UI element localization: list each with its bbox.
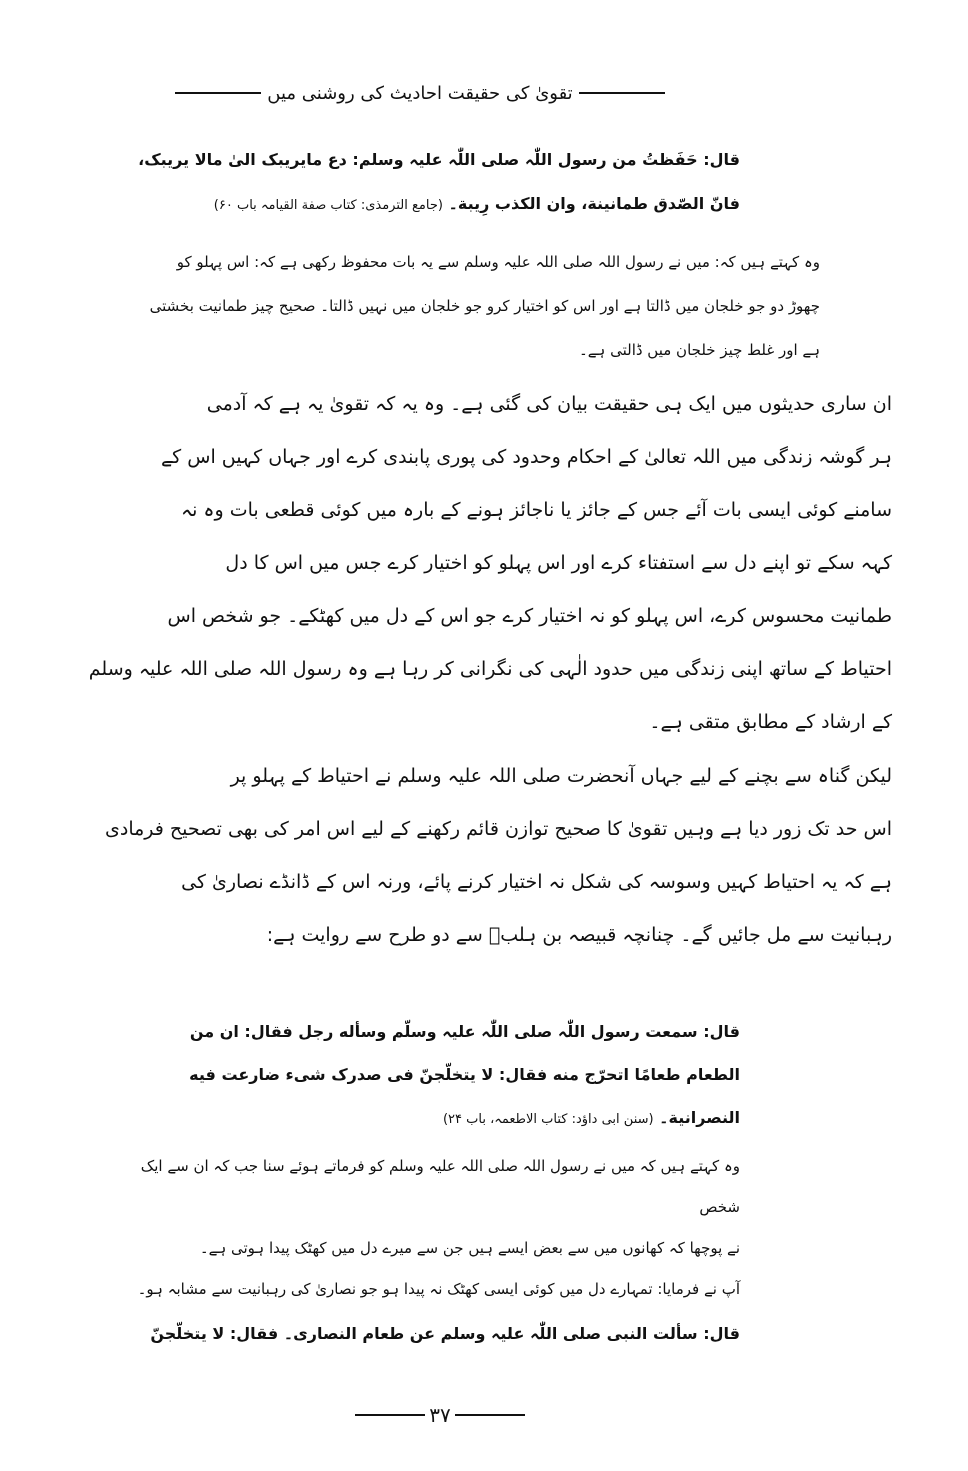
translation-line: نے پوچھا کہ کھانوں میں سے بعض ایسے ہیں جن سے میرے دل میں کھٹک پیدا ہوتی ہے۔ [199,1239,740,1257]
page-footer [355,1400,525,1430]
paragraph-line: رہبانیت سے مل جائیں گے۔ چنانچہ قبیصہ بن ہلبؓ سے دو طرح سے روایت ہے: [266,924,892,946]
hadith-line: قال: سمعت رسول اللّٰہ صلی اللّٰہ علیہ وسلّم وسأله رجل فقال: ان من [189,1022,740,1041]
translation-line: چھوڑ دو جو خلجان میں ڈالتا ہے اور اس کو اختیار کرو جو خلجان میں نہیں ڈالتا۔ صحیح چیز طمانیت بخشتی [149,297,820,315]
hadith-line [100,1096,740,1141]
body-paragraph-2 [66,750,892,962]
paragraph-line: ہے کہ یہ احتیاط کہیں وسوسہ کی شکل نہ اختیار کرنے پائے، ورنہ اس کے ڈانڈے نصاریٰ کی [181,871,892,893]
paragraph-line: کے ارشاد کے مطابق متقی ہے۔ [649,711,892,733]
paragraph-line: اس حد تک زور دیا ہے وہیں تقویٰ کا صحیح توازن قائم رکھنے کے لیے اس امر کی بھی تصحیح فرمادی [105,818,892,840]
paragraph-line: لیکن گناہ سے بچنے کے لیے جہاں آنحضرت صلی اللہ علیہ وسلم نے احتیاط کے پہلو پر [230,765,892,787]
translation-1 [100,240,820,372]
header-title: تقویٰ کی حقیقت احادیث کی روشنی میں [267,82,573,104]
paragraph-line: احتیاط کے ساتھ اپنی زندگی میں حدود الٰہی کی نگرانی کر رہا ہے وہ رسول اللہ صلی اللہ علیہ وسلم [88,658,892,680]
translation-line: وہ کہتے ہیں کہ میں نے رسول اللہ صلی اللہ علیہ وسلم کو فرماتے ہوئے سنا جب کہ ان سے ایک شخص [140,1157,740,1216]
hadith-reference: (سنن ابی داؤد: کتاب الاطعمہ، باب ۲۴) [442,1112,654,1127]
running-header [175,78,665,108]
translation-line: آپ نے فرمایا: تمہارے دل میں کوئی ایسی کھٹک نہ پیدا ہو جو نصاریٰ کی رہبانیت سے مشابہ ہو۔ [137,1280,740,1298]
header-rule-left [175,92,261,94]
translation-2 [100,1146,740,1310]
hadith-text: فانّ الصّدق طمانینة، وان الکذب رِیبة۔ [448,194,740,213]
paragraph-line: ان ساری حدیثوں میں ایک ہی حقیقت بیان کی گئی ہے۔ وہ یہ کہ تقویٰ یہ ہے کہ آدمی [206,393,892,415]
hadith-line: قال: حَفَظتُ من رسول اللّٰہ صلی اللّٰہ علیہ وسلم: دع مایریبک الیٰ مالا یریبک، [138,150,740,169]
paragraph-line: کہہ سکے تو اپنے دل سے استفتاء کرے اور اس پہلو کو اختیار کرے جس میں اس کا دل [225,552,892,574]
hadith-line [110,182,740,228]
body-paragraph-1 [66,378,892,749]
footer-rule-right [455,1414,525,1416]
page-number: ۳۷ [429,1403,451,1427]
hadith-reference: (جامع الترمذی: کتاب صفة القیامہ باب ۶۰) [213,198,443,213]
hadith-quote-1 [110,138,740,228]
translation-line: وہ کہتے ہیں کہ: میں نے رسول اللہ صلی اللہ علیہ وسلم سے یہ بات محفوظ رکھی ہے کہ: اس پہلو کو [176,253,820,271]
hadith-line: الطعام طعامًا اتحرّج منه فقال: لا یتخلّجنّ فی صدرک شیء ضارعت فیه [189,1065,740,1084]
footer-rule-left [355,1414,425,1416]
hadith-quote-2 [100,1010,740,1141]
paragraph-line: طمانیت محسوس کرے، اس پہلو کو نہ اختیار کرے جو اس کے دل میں کھٹکے۔ جو شخص اس [167,605,892,627]
paragraph-line: ہر گوشہ زندگی میں اللہ تعالیٰ کے احکام وحدود کی پوری پابندی کرے اور جہاں کہیں اس کے [161,446,892,468]
hadith-quote-3 [100,1314,740,1354]
hadith-line: قال: سألت النبی صلی اللّٰہ علیہ وسلم عن طعام النصاری۔ فقال: لا یتخلّجنّ [150,1324,740,1343]
hadith-text: النصرانیة۔ [659,1108,740,1127]
translation-line: ہے اور غلط چیز خلجان میں ڈالتی ہے۔ [578,341,820,359]
header-rule-right [579,92,665,94]
paragraph-line: سامنے کوئی ایسی بات آئے جس کے جائز یا ناجائز ہونے کے بارہ میں کوئی قطعی بات وہ نہ [180,499,892,521]
